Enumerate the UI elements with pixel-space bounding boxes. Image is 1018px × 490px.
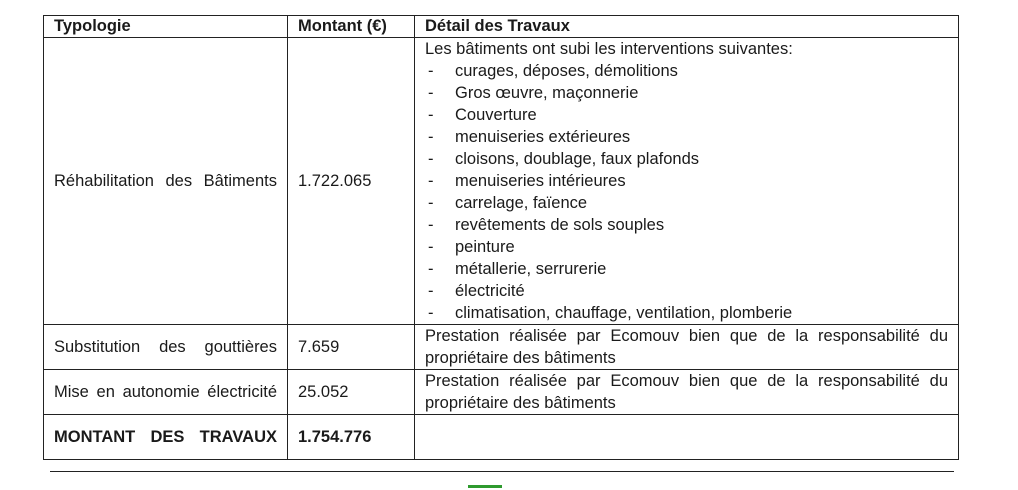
table-row	[44, 38, 959, 325]
list-item	[425, 148, 948, 170]
list-item-text: Couverture	[455, 106, 537, 124]
list-item-text: cloisons, doublage, faux plafonds	[455, 150, 700, 168]
footer-divider	[50, 471, 954, 472]
dash-bullet: -	[428, 62, 434, 80]
list-item	[425, 170, 948, 192]
amount-cell: 7.659	[288, 325, 415, 370]
dash-bullet: -	[428, 282, 434, 300]
dash-bullet: -	[428, 106, 434, 124]
detail-cell: Prestation réalisée par Ecomouv bien que de la responsabilité du propriétaire des bâtiments	[415, 370, 959, 415]
list-item-text: métallerie, serrurerie	[455, 260, 607, 278]
dash-bullet: -	[428, 172, 434, 190]
amount-cell: 25.052	[288, 370, 415, 415]
list-item	[425, 60, 948, 82]
total-label: MONTANT DES TRAVAUX	[44, 415, 288, 460]
list-item-text: climatisation, chauffage, ventilation, plomberie	[455, 304, 793, 322]
dash-bullet: -	[428, 216, 434, 234]
list-item-text: menuiseries extérieures	[455, 128, 631, 146]
header-typology: Typologie	[44, 16, 288, 38]
works-table	[43, 15, 959, 460]
detail-cell	[415, 38, 959, 325]
list-item	[425, 280, 948, 302]
total-row	[44, 415, 959, 460]
table-row	[44, 325, 959, 370]
dash-bullet: -	[428, 238, 434, 256]
dash-bullet: -	[428, 194, 434, 212]
list-item-text: électricité	[455, 282, 525, 300]
typology-cell: Mise en autonomie électricité	[44, 370, 288, 415]
list-item-text: menuiseries intérieures	[455, 172, 626, 190]
footer-accent-mark	[468, 485, 502, 488]
typology-cell: Substitution des gouttières	[44, 325, 288, 370]
list-item-text: revêtements de sols souples	[455, 216, 665, 234]
amount-cell: 1.722.065	[288, 38, 415, 325]
list-item	[425, 192, 948, 214]
dash-bullet: -	[428, 304, 434, 322]
list-item-text: carrelage, faïence	[455, 194, 588, 212]
list-item	[425, 104, 948, 126]
list-item-text: peinture	[455, 238, 515, 256]
dash-bullet: -	[428, 150, 434, 168]
list-item	[425, 258, 948, 280]
list-item-text: curages, déposes, démolitions	[455, 62, 678, 80]
dash-bullet: -	[428, 260, 434, 278]
table-row	[44, 370, 959, 415]
list-item	[425, 214, 948, 236]
list-item-text: Gros œuvre, maçonnerie	[455, 84, 639, 102]
header-amount: Montant (€)	[288, 16, 415, 38]
list-item	[425, 126, 948, 148]
typology-cell: Réhabilitation des Bâtiments	[44, 38, 288, 325]
detail-intro: Les bâtiments ont subi les interventions suivantes:	[425, 40, 793, 58]
intervention-list	[425, 60, 948, 324]
dash-bullet: -	[428, 84, 434, 102]
detail-cell: Prestation réalisée par Ecomouv bien que de la responsabilité du propriétaire des bâtiments	[415, 325, 959, 370]
header-detail: Détail des Travaux	[415, 16, 959, 38]
total-detail	[415, 415, 959, 460]
total-amount: 1.754.776	[288, 415, 415, 460]
dash-bullet: -	[428, 128, 434, 146]
list-item	[425, 236, 948, 258]
header-row	[44, 16, 959, 38]
list-item	[425, 302, 948, 324]
list-item	[425, 82, 948, 104]
